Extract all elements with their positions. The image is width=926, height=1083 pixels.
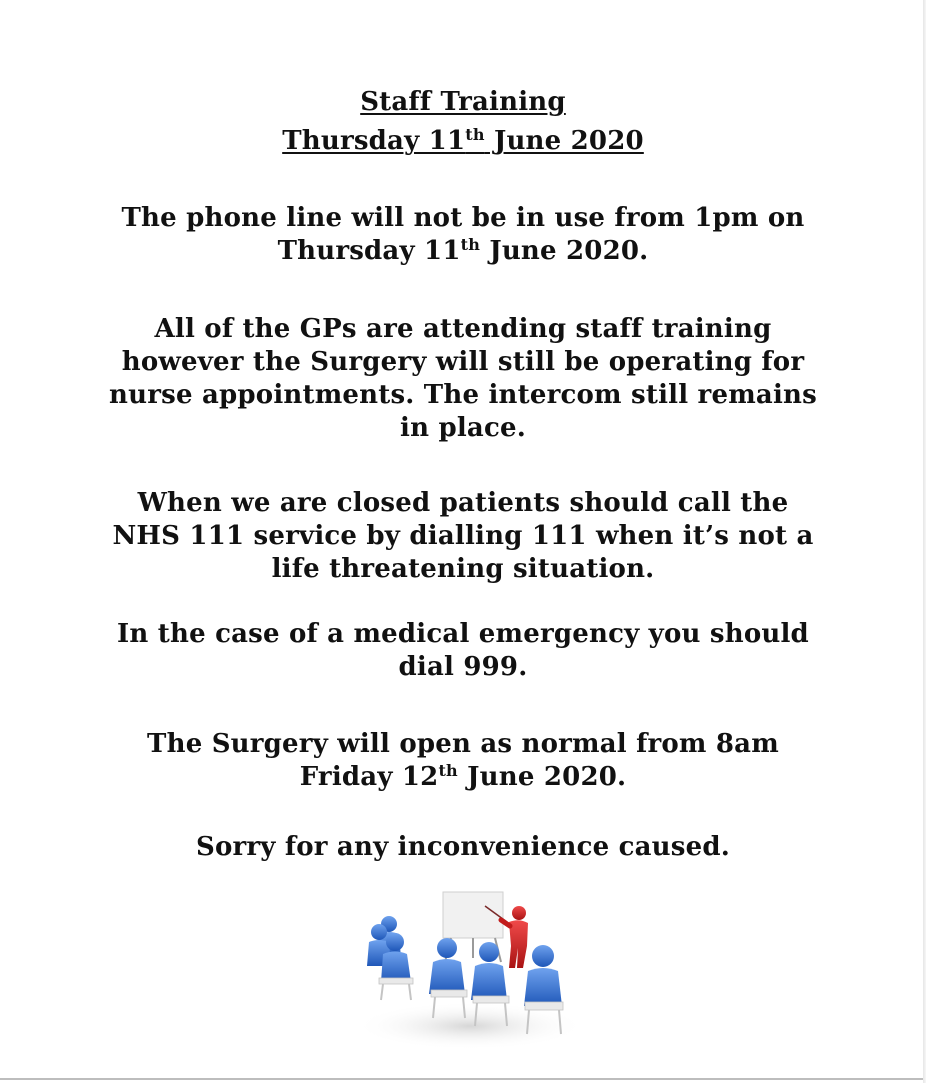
phone-line-2 — [70, 235, 856, 268]
gps-line-4: in place. — [400, 413, 526, 443]
training-presentation-icon — [349, 886, 591, 1052]
date-suffix: June 2020 — [484, 126, 644, 156]
reopen-paragraph — [70, 728, 856, 794]
phone-line-2-prefix: Thursday 11 — [277, 236, 461, 266]
gps-line-2: however the Surgery will still be operating for — [121, 347, 805, 377]
phone-line-2-sup: th — [460, 235, 481, 254]
date-sup: th — [465, 125, 485, 144]
reopen-line-1: The Surgery will open as normal from 8am — [147, 729, 779, 759]
apology-paragraph — [70, 831, 856, 864]
reopen-line-2-suffix: June 2020. — [457, 762, 627, 792]
bottom-divider — [0, 1078, 926, 1080]
reopen-line-2-sup: th — [438, 761, 458, 780]
reopen-line-2 — [70, 761, 856, 794]
closed-paragraph — [70, 487, 856, 586]
emergency-paragraph — [70, 618, 856, 684]
emergency-line-2: dial 999. — [398, 652, 528, 682]
apology-line: Sorry for any inconvenience caused. — [195, 832, 730, 862]
gps-paragraph — [70, 313, 856, 445]
notice-date-heading — [70, 125, 856, 158]
notice-title — [70, 86, 856, 119]
closed-line-1: When we are closed patients should call the — [137, 488, 789, 518]
gps-line-1: All of the GPs are attending staff training — [154, 314, 772, 344]
gps-line-3: nurse appointments. The intercom still remains — [109, 380, 817, 410]
date-prefix: Thursday 11 — [282, 126, 466, 156]
phone-line-1: The phone line will not be in use from 1pm on — [121, 203, 805, 233]
closed-line-3: life threatening situation. — [271, 554, 655, 584]
reopen-line-2-prefix: Friday 12 — [299, 762, 439, 792]
phone-paragraph — [70, 202, 856, 268]
phone-line-2-suffix: June 2020. — [480, 236, 649, 266]
closed-line-2: NHS 111 service by dialling 111 when it’s not a — [112, 521, 814, 551]
title-text: Staff Training — [360, 87, 566, 117]
emergency-line-1: In the case of a medical emergency you should — [117, 619, 809, 649]
